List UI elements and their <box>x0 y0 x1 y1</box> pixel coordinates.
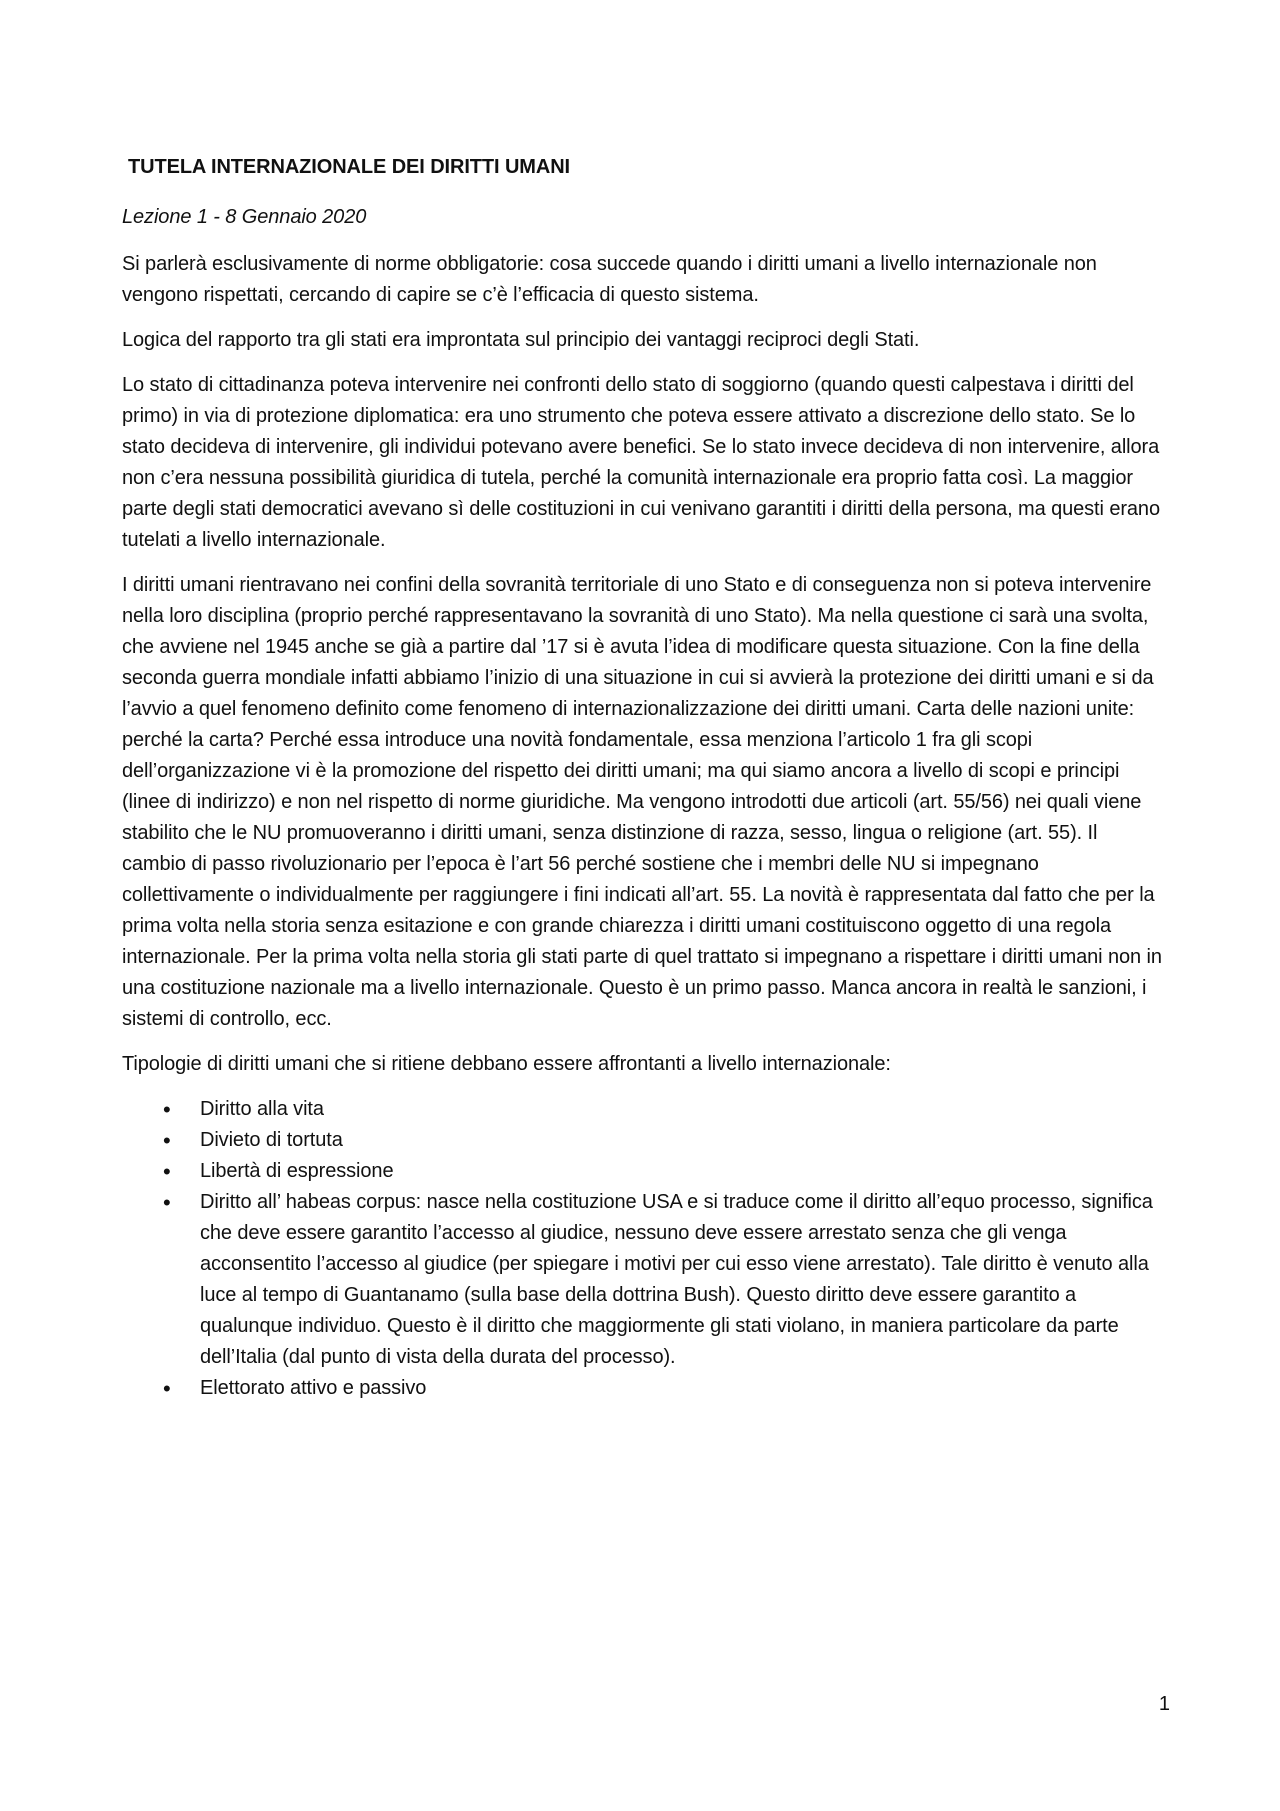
document-title: TUTELA INTERNAZIONALE DEI DIRITTI UMANI <box>128 156 570 178</box>
document-body <box>122 152 1164 1404</box>
bullet-icon: • <box>163 1159 171 1184</box>
bullet-icon: • <box>163 1097 171 1122</box>
bullet-icon: • <box>163 1128 171 1153</box>
lesson-date: Lezione 1 - 8 Gennaio 2020 <box>122 206 367 228</box>
rights-list <box>122 1094 1164 1404</box>
list-item <box>122 1187 1164 1373</box>
list-item-text: Diritto alla vita <box>200 1098 324 1120</box>
list-item <box>122 1373 1164 1404</box>
page-number: 1 <box>1158 1693 1170 1715</box>
paragraph-2: Logica del rapporto tra gli stati era improntata sul principio dei vantaggi reciproci degli Stati. <box>122 329 920 351</box>
list-item-text: Elettorato attivo e passivo <box>200 1377 427 1399</box>
bullet-icon: • <box>163 1376 171 1401</box>
list-item-text: Divieto di tortuta <box>200 1129 343 1151</box>
list-item <box>122 1156 1164 1187</box>
paragraph-4: I diritti umani rientravano nei confini della sovranità territoriale di uno Stato e di conseguenza non si poteva intervenire nella loro disciplina (proprio perché rappresentavano la sovranità di uno Stato). Ma nella questione ci sarà una svolta, che avviene nel 1945 anche se già a partire dal ’17 si è avuta l’idea di modificare questa situazione. Con la fine della seconda guerra mondiale infatti abbiamo l’inizio di una situazione in cui si avvierà la protezione dei diritti umani e si da l’avvio a quel fenomeno definito come fenomeno di internazionalizzazione dei diritti umani. Carta delle nazioni unite: perché la carta? Perché essa introduce una novità fondamentale, essa menziona l’articolo 1 fra gli scopi dell’organizzazione vi è la promozione del rispetto dei diritti umani; ma qui siamo ancora a livello di scopi e principi (linee di indirizzo) e non nel rispetto di norme giuridiche. Ma vengono introdotti due articoli (art. 55/56) nei quali viene stabilito che le NU promuoveranno i diritti umani, senza distinzione di razza, sesso, lingua o religione (art. 55). Il cambio di passo rivoluzionario per l’epoca è l’art 56 perché sostiene che i membri delle NU si impegnano collettivamente o individualmente per raggiungere i fini indicati all’art. 55. La novità è rappresentata dal fatto che per la prima volta nella storia senza esitazione e con grande chiarezza i diritti umani costituiscono oggetto di una regola internazionale. Per la prima volta nella storia gli stati parte di quel trattato si impegnano a rispettare i diritti umani non in una costituzione nazionale ma a livello internazionale. Questo è un primo passo. Manca ancora in realtà le sanzioni, i sistemi di controllo, ecc. <box>122 574 1162 1030</box>
paragraph-5: Tipologie di diritti umani che si ritiene debbano essere affrontanti a livello internazionale: <box>122 1053 891 1075</box>
list-item-text: Diritto all’ habeas corpus: nasce nella costituzione USA e si traduce come il diritto all’equo processo, significa che deve essere garantito l’accesso al giudice, nessuno deve essere arrestato senza che gli venga acconsentito l’accesso al giudice (per spiegare i motivi per cui esso viene arrestato). Tale diritto è venuto alla luce al tempo di Guantanamo (sulla base della dottrina Bush). Questo diritto deve essere garantito a qualunque individuo. Questo è il diritto che maggiormente gli stati violano, in maniera particolare da parte dell’Italia (dal punto di vista della durata del processo). <box>200 1191 1153 1368</box>
bullet-icon: • <box>163 1190 171 1215</box>
paragraph-3: Lo stato di cittadinanza poteva intervenire nei confronti dello stato di soggiorno (quando questi calpestava i diritti del primo) in via di protezione diplomatica: era uno strumento che poteva essere attivato a discrezione dello stato. Se lo stato decideva di intervenire, gli individui potevano avere benefici. Se lo stato invece decideva di non intervenire, allora non c’era nessuna possibilità giuridica di tutela, perché la comunità internazionale era proprio fatta così. La maggior parte degli stati democratici avevano sì delle costituzioni in cui venivano garantiti i diritti della persona, ma questi erano tutelati a livello internazionale. <box>122 374 1160 551</box>
paragraph-1: Si parlerà esclusivamente di norme obbligatorie: cosa succede quando i diritti umani a livello internazionale non vengono rispettati, cercando di capire se c’è l’efficacia di questo sistema. <box>122 253 1097 306</box>
list-item-text: Libertà di espressione <box>200 1160 394 1182</box>
list-item <box>122 1094 1164 1125</box>
list-item <box>122 1125 1164 1156</box>
